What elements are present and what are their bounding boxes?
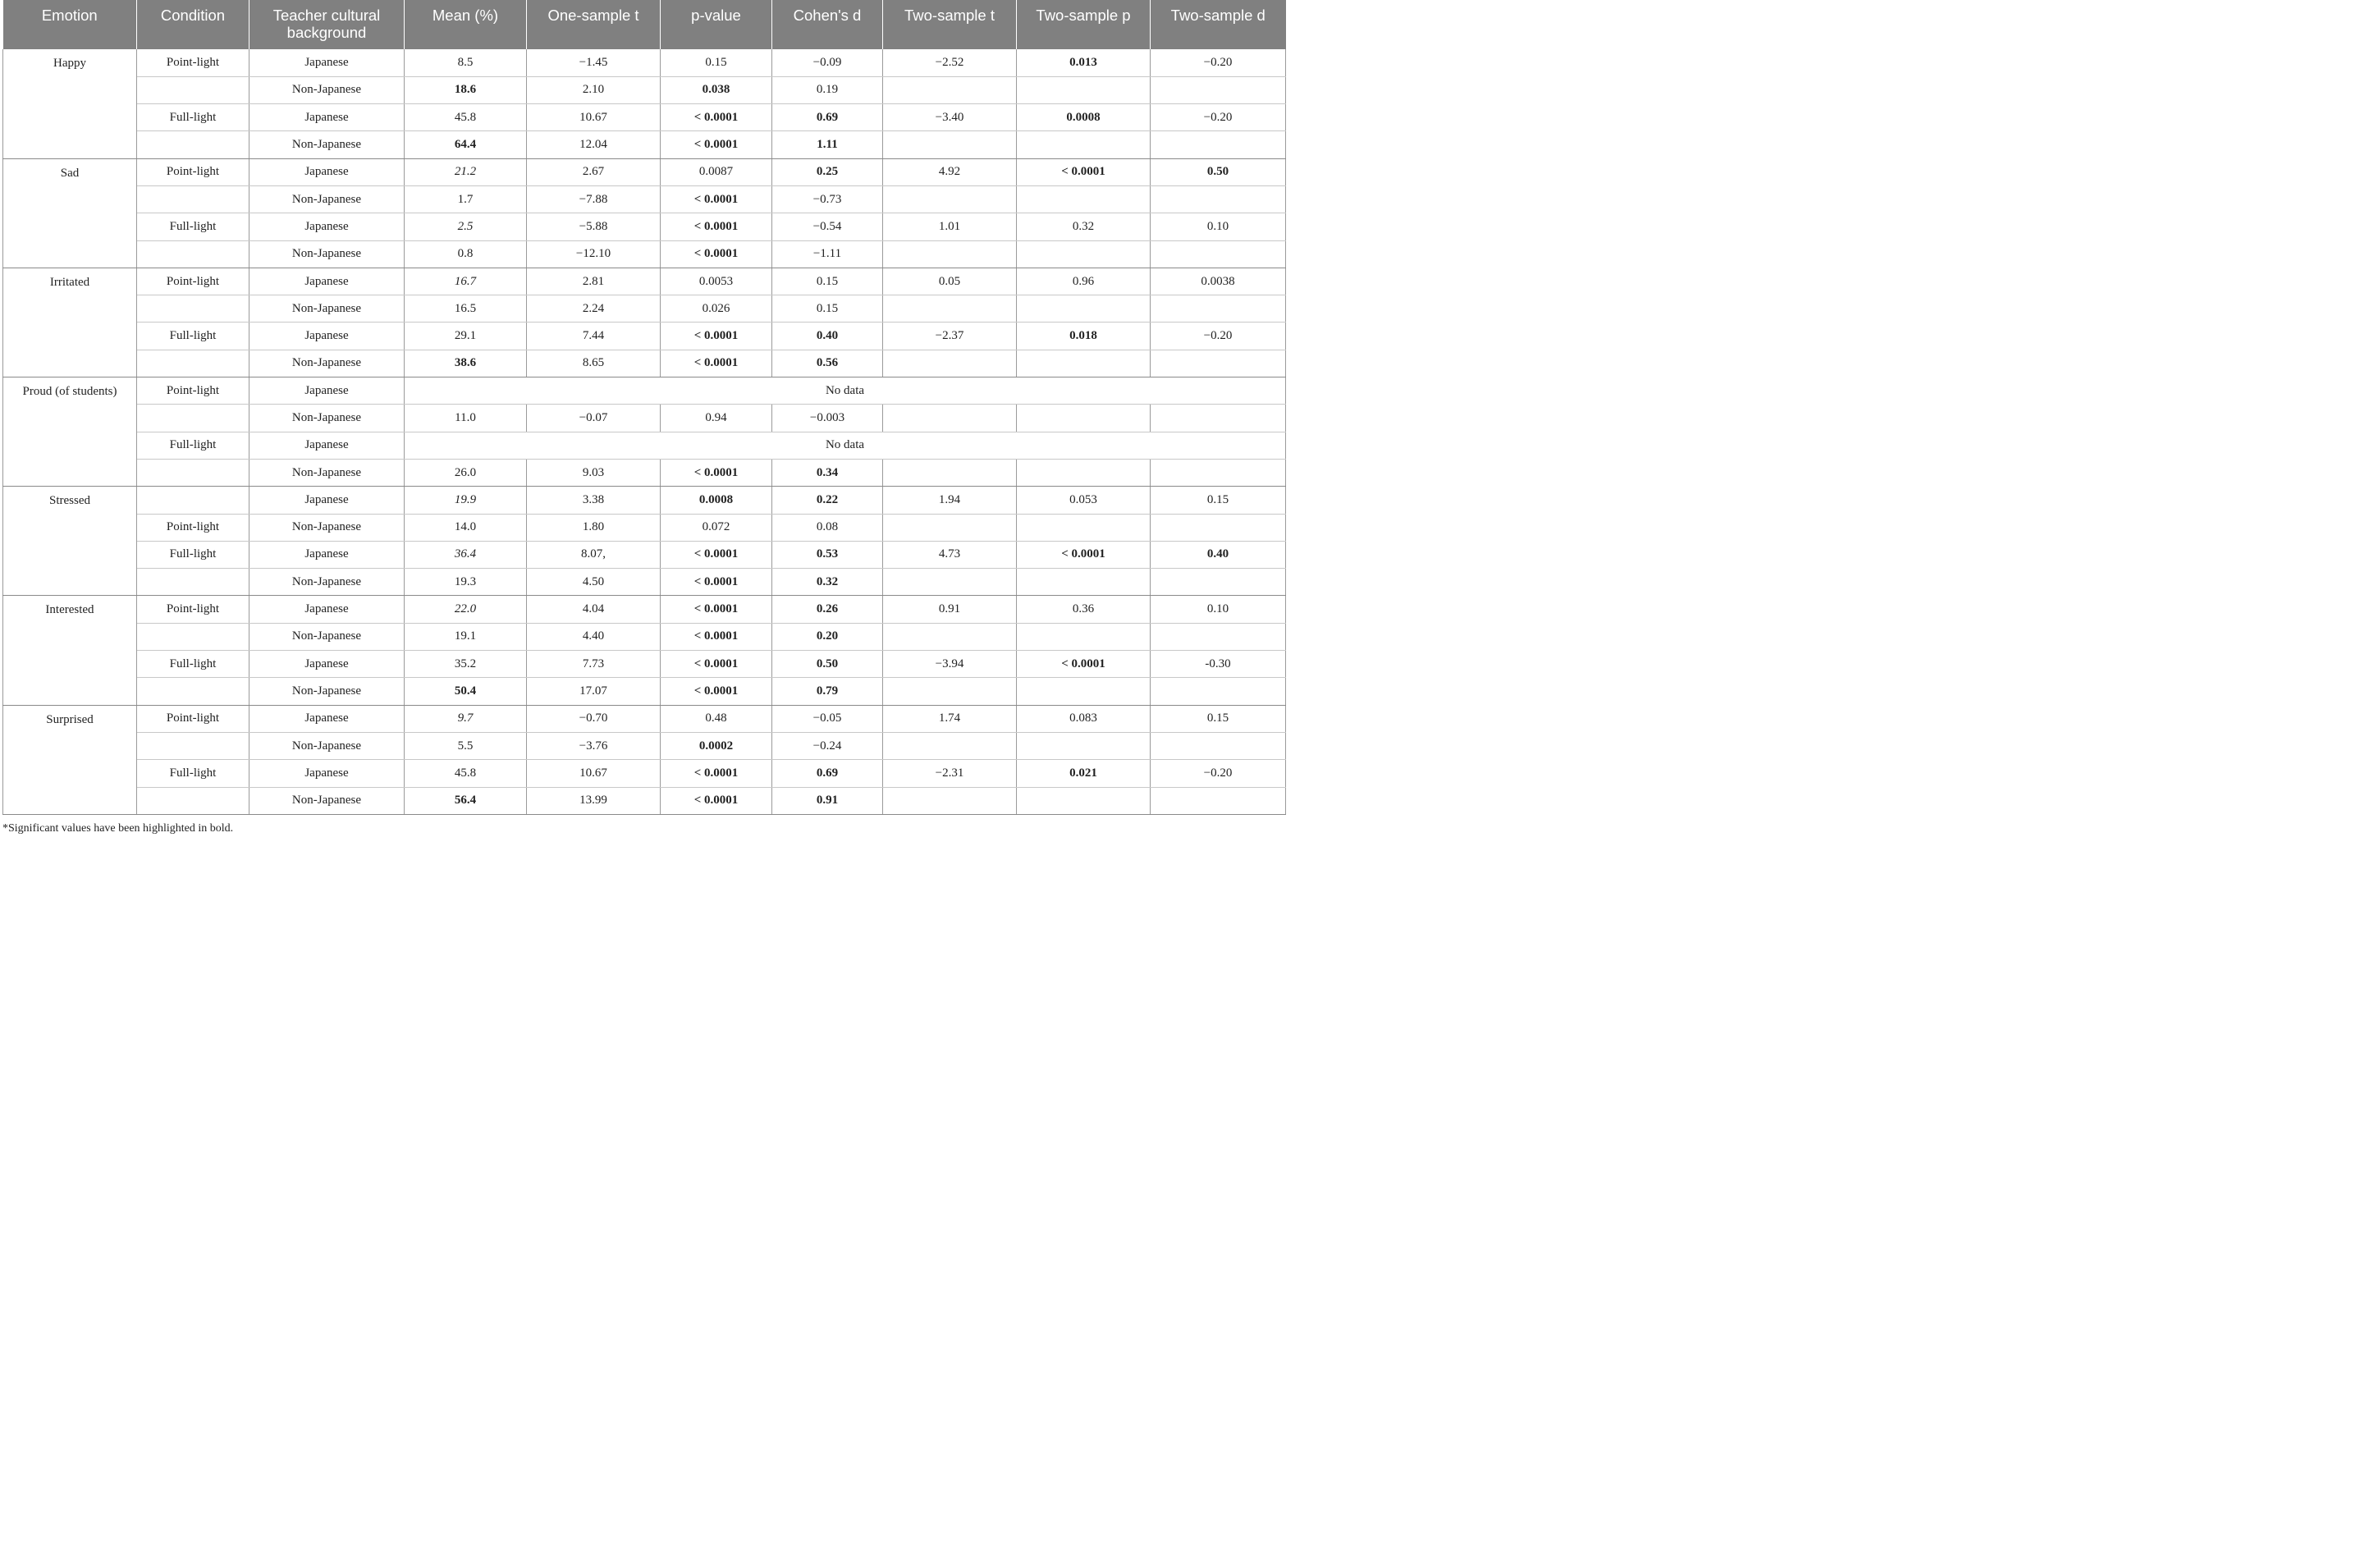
one-sample-t-cell: 2.24 [527, 295, 661, 323]
table-row [3, 268, 1286, 295]
one-sample-t-cell: 2.81 [527, 268, 661, 295]
two-sample-d-cell [1151, 76, 1286, 103]
header-one-sample-t: One-sample t [527, 0, 661, 49]
condition-cell [137, 787, 249, 814]
two-sample-t-cell: 1.01 [883, 213, 1017, 240]
one-sample-t-cell: 17.07 [527, 678, 661, 705]
table-row [3, 323, 1286, 350]
p-value-cell: < 0.0001 [661, 240, 772, 268]
one-sample-t-cell: 4.50 [527, 569, 661, 596]
table-row [3, 760, 1286, 787]
condition-cell [137, 405, 249, 432]
one-sample-t-cell: 10.67 [527, 104, 661, 131]
two-sample-t-cell: 0.91 [883, 596, 1017, 623]
table-body [3, 49, 1286, 814]
table-footnote: *Significant values have been highlighted in bold. [2, 822, 234, 835]
one-sample-t-cell: 4.40 [527, 623, 661, 650]
cohens-d-cell: 0.34 [772, 459, 883, 486]
one-sample-t-cell: 7.44 [527, 323, 661, 350]
cohens-d-cell: 0.79 [772, 678, 883, 705]
two-sample-t-cell: 1.74 [883, 705, 1017, 732]
two-sample-d-cell [1151, 787, 1286, 814]
cohens-d-cell: −0.54 [772, 213, 883, 240]
two-sample-t-cell: −2.52 [883, 49, 1017, 76]
one-sample-t-cell: 2.67 [527, 158, 661, 185]
p-value-cell: < 0.0001 [661, 104, 772, 131]
p-value-cell: 0.0008 [661, 487, 772, 514]
emotion-cell: Irritated [3, 268, 137, 377]
p-value-cell: 0.48 [661, 705, 772, 732]
p-value-cell: < 0.0001 [661, 787, 772, 814]
two-sample-p-cell [1017, 350, 1151, 377]
two-sample-d-cell [1151, 240, 1286, 268]
p-value-cell: < 0.0001 [661, 131, 772, 158]
table-row [3, 651, 1286, 678]
two-sample-t-cell [883, 295, 1017, 323]
two-sample-p-cell: 0.083 [1017, 705, 1151, 732]
background-cell: Non-Japanese [249, 787, 405, 814]
one-sample-t-cell: −1.45 [527, 49, 661, 76]
p-value-cell: 0.94 [661, 405, 772, 432]
condition-cell: Full-light [137, 323, 249, 350]
two-sample-p-cell [1017, 76, 1151, 103]
two-sample-t-cell [883, 185, 1017, 213]
two-sample-p-cell: 0.021 [1017, 760, 1151, 787]
header-p-value: p-value [661, 0, 772, 49]
mean-cell: 9.7 [405, 705, 527, 732]
two-sample-t-cell: −3.40 [883, 104, 1017, 131]
one-sample-t-cell: −3.76 [527, 732, 661, 759]
two-sample-p-cell: 0.32 [1017, 213, 1151, 240]
background-cell: Non-Japanese [249, 350, 405, 377]
table-row [3, 405, 1286, 432]
mean-cell: 36.4 [405, 541, 527, 568]
background-cell: Non-Japanese [249, 623, 405, 650]
two-sample-t-cell [883, 623, 1017, 650]
background-cell: Japanese [249, 651, 405, 678]
condition-cell: Point-light [137, 705, 249, 732]
table-row [3, 678, 1286, 705]
condition-cell: Full-light [137, 432, 249, 459]
header-two-sample-t: Two-sample t [883, 0, 1017, 49]
two-sample-d-cell: 0.40 [1151, 541, 1286, 568]
background-cell: Non-Japanese [249, 459, 405, 486]
p-value-cell: < 0.0001 [661, 760, 772, 787]
background-cell: Japanese [249, 596, 405, 623]
cohens-d-cell: −0.09 [772, 49, 883, 76]
two-sample-p-cell: 0.96 [1017, 268, 1151, 295]
p-value-cell: < 0.0001 [661, 213, 772, 240]
p-value-cell: < 0.0001 [661, 459, 772, 486]
one-sample-t-cell: 10.67 [527, 760, 661, 787]
condition-cell: Full-light [137, 104, 249, 131]
mean-cell: 35.2 [405, 651, 527, 678]
condition-cell [137, 76, 249, 103]
two-sample-p-cell [1017, 131, 1151, 158]
two-sample-d-cell: -0.30 [1151, 651, 1286, 678]
two-sample-d-cell [1151, 732, 1286, 759]
background-cell: Japanese [249, 760, 405, 787]
two-sample-t-cell [883, 514, 1017, 541]
two-sample-t-cell [883, 350, 1017, 377]
two-sample-d-cell: 0.50 [1151, 158, 1286, 185]
two-sample-t-cell: −3.94 [883, 651, 1017, 678]
two-sample-t-cell: 4.73 [883, 541, 1017, 568]
two-sample-t-cell [883, 569, 1017, 596]
mean-cell: 19.3 [405, 569, 527, 596]
condition-cell [137, 185, 249, 213]
mean-cell: 29.1 [405, 323, 527, 350]
condition-cell [137, 569, 249, 596]
condition-cell [137, 459, 249, 486]
two-sample-d-cell: −0.20 [1151, 104, 1286, 131]
one-sample-t-cell: 3.38 [527, 487, 661, 514]
table-row [3, 459, 1286, 486]
p-value-cell: < 0.0001 [661, 185, 772, 213]
background-cell: Non-Japanese [249, 732, 405, 759]
emotion-cell: Stressed [3, 487, 137, 596]
mean-cell: 64.4 [405, 131, 527, 158]
p-value-cell: < 0.0001 [661, 678, 772, 705]
mean-cell: 1.7 [405, 185, 527, 213]
p-value-cell: < 0.0001 [661, 623, 772, 650]
emotion-cell: Sad [3, 158, 137, 268]
no-data-cell: No data [405, 377, 1286, 405]
background-cell: Japanese [249, 104, 405, 131]
background-cell: Non-Japanese [249, 131, 405, 158]
two-sample-d-cell: −0.20 [1151, 760, 1286, 787]
p-value-cell: < 0.0001 [661, 350, 772, 377]
cohens-d-cell: −0.73 [772, 185, 883, 213]
table-row [3, 104, 1286, 131]
two-sample-t-cell [883, 787, 1017, 814]
one-sample-t-cell: 4.04 [527, 596, 661, 623]
cohens-d-cell: 0.19 [772, 76, 883, 103]
table-row [3, 185, 1286, 213]
mean-cell: 8.5 [405, 49, 527, 76]
condition-cell: Full-light [137, 213, 249, 240]
cohens-d-cell: 0.40 [772, 323, 883, 350]
cohens-d-cell: 0.69 [772, 104, 883, 131]
background-cell: Japanese [249, 49, 405, 76]
condition-cell: Point-light [137, 158, 249, 185]
table-row [3, 377, 1286, 405]
cohens-d-cell: −1.11 [772, 240, 883, 268]
mean-cell: 26.0 [405, 459, 527, 486]
p-value-cell: < 0.0001 [661, 569, 772, 596]
background-cell: Japanese [249, 487, 405, 514]
table-row [3, 514, 1286, 541]
cohens-d-cell: 0.15 [772, 268, 883, 295]
header-condition: Condition [137, 0, 249, 49]
two-sample-p-cell: < 0.0001 [1017, 541, 1151, 568]
two-sample-d-cell: 0.15 [1151, 487, 1286, 514]
two-sample-t-cell [883, 76, 1017, 103]
cohens-d-cell: 0.20 [772, 623, 883, 650]
condition-cell [137, 131, 249, 158]
two-sample-t-cell: −2.31 [883, 760, 1017, 787]
cohens-d-cell: 0.50 [772, 651, 883, 678]
header-two-sample-d: Two-sample d [1151, 0, 1286, 49]
cohens-d-cell: 0.32 [772, 569, 883, 596]
one-sample-t-cell: 7.73 [527, 651, 661, 678]
two-sample-d-cell: −0.20 [1151, 49, 1286, 76]
header-emotion: Emotion [3, 0, 137, 49]
cohens-d-cell: 0.26 [772, 596, 883, 623]
p-value-cell: < 0.0001 [661, 651, 772, 678]
two-sample-p-cell [1017, 678, 1151, 705]
two-sample-p-cell [1017, 623, 1151, 650]
mean-cell: 45.8 [405, 760, 527, 787]
background-cell: Non-Japanese [249, 295, 405, 323]
two-sample-p-cell [1017, 240, 1151, 268]
one-sample-t-cell: −7.88 [527, 185, 661, 213]
cohens-d-cell: 0.15 [772, 295, 883, 323]
two-sample-t-cell [883, 459, 1017, 486]
mean-cell: 18.6 [405, 76, 527, 103]
emotion-cell: Interested [3, 596, 137, 705]
two-sample-p-cell: 0.0008 [1017, 104, 1151, 131]
two-sample-d-cell [1151, 350, 1286, 377]
table-row [3, 432, 1286, 459]
two-sample-d-cell [1151, 185, 1286, 213]
p-value-cell: 0.026 [661, 295, 772, 323]
two-sample-t-cell [883, 240, 1017, 268]
header-row [3, 0, 1286, 49]
condition-cell [137, 350, 249, 377]
cohens-d-cell: 0.69 [772, 760, 883, 787]
p-value-cell: 0.072 [661, 514, 772, 541]
cohens-d-cell: 0.22 [772, 487, 883, 514]
two-sample-d-cell: 0.0038 [1151, 268, 1286, 295]
mean-cell: 2.5 [405, 213, 527, 240]
condition-cell: Point-light [137, 514, 249, 541]
cohens-d-cell: −0.05 [772, 705, 883, 732]
two-sample-d-cell [1151, 295, 1286, 323]
mean-cell: 16.7 [405, 268, 527, 295]
header-teacher-background: Teacher cultural background [249, 0, 405, 49]
two-sample-t-cell: −2.37 [883, 323, 1017, 350]
two-sample-d-cell [1151, 678, 1286, 705]
table-row [3, 487, 1286, 514]
table-row [3, 213, 1286, 240]
two-sample-t-cell [883, 732, 1017, 759]
background-cell: Non-Japanese [249, 514, 405, 541]
table-header [3, 0, 1286, 49]
two-sample-d-cell: 0.10 [1151, 596, 1286, 623]
header-two-sample-p: Two-sample p [1017, 0, 1151, 49]
background-cell: Japanese [249, 323, 405, 350]
p-value-cell: < 0.0001 [661, 541, 772, 568]
header-mean: Mean (%) [405, 0, 527, 49]
two-sample-t-cell [883, 405, 1017, 432]
table-row [3, 240, 1286, 268]
cohens-d-cell: 0.53 [772, 541, 883, 568]
two-sample-d-cell: 0.10 [1151, 213, 1286, 240]
two-sample-p-cell [1017, 405, 1151, 432]
mean-cell: 0.8 [405, 240, 527, 268]
table-row [3, 569, 1286, 596]
no-data-cell: No data [405, 432, 1286, 459]
two-sample-p-cell: 0.018 [1017, 323, 1151, 350]
emotion-cell: Happy [3, 49, 137, 158]
background-cell: Japanese [249, 432, 405, 459]
results-table-container [2, 0, 1285, 815]
mean-cell: 22.0 [405, 596, 527, 623]
results-table [2, 0, 1286, 815]
condition-cell: Point-light [137, 268, 249, 295]
two-sample-d-cell [1151, 514, 1286, 541]
emotion-cell: Proud (of students) [3, 377, 137, 487]
table-row [3, 295, 1286, 323]
table-row [3, 49, 1286, 76]
mean-cell: 21.2 [405, 158, 527, 185]
condition-cell: Point-light [137, 377, 249, 405]
condition-cell [137, 732, 249, 759]
background-cell: Non-Japanese [249, 76, 405, 103]
two-sample-d-cell [1151, 131, 1286, 158]
one-sample-t-cell: −0.70 [527, 705, 661, 732]
background-cell: Japanese [249, 705, 405, 732]
condition-cell: Full-light [137, 760, 249, 787]
cohens-d-cell: 0.56 [772, 350, 883, 377]
two-sample-d-cell: −0.20 [1151, 323, 1286, 350]
two-sample-p-cell: 0.36 [1017, 596, 1151, 623]
cohens-d-cell: 0.25 [772, 158, 883, 185]
two-sample-p-cell: < 0.0001 [1017, 158, 1151, 185]
background-cell: Japanese [249, 377, 405, 405]
one-sample-t-cell: 8.65 [527, 350, 661, 377]
table-row [3, 623, 1286, 650]
header-cohens-d: Cohen's d [772, 0, 883, 49]
one-sample-t-cell: −5.88 [527, 213, 661, 240]
two-sample-p-cell [1017, 569, 1151, 596]
mean-cell: 38.6 [405, 350, 527, 377]
table-row [3, 732, 1286, 759]
background-cell: Non-Japanese [249, 185, 405, 213]
two-sample-t-cell: 4.92 [883, 158, 1017, 185]
table-row [3, 541, 1286, 568]
table-row [3, 350, 1286, 377]
mean-cell: 50.4 [405, 678, 527, 705]
table-row [3, 787, 1286, 814]
two-sample-d-cell [1151, 405, 1286, 432]
background-cell: Japanese [249, 158, 405, 185]
condition-cell [137, 487, 249, 514]
table-row [3, 76, 1286, 103]
p-value-cell: 0.0053 [661, 268, 772, 295]
background-cell: Non-Japanese [249, 405, 405, 432]
condition-cell [137, 678, 249, 705]
two-sample-p-cell [1017, 732, 1151, 759]
two-sample-p-cell: 0.053 [1017, 487, 1151, 514]
two-sample-p-cell [1017, 514, 1151, 541]
two-sample-t-cell [883, 678, 1017, 705]
two-sample-p-cell [1017, 185, 1151, 213]
condition-cell [137, 623, 249, 650]
background-cell: Non-Japanese [249, 240, 405, 268]
p-value-cell: 0.0002 [661, 732, 772, 759]
one-sample-t-cell: 1.80 [527, 514, 661, 541]
two-sample-d-cell [1151, 623, 1286, 650]
table-row [3, 705, 1286, 732]
two-sample-p-cell: 0.013 [1017, 49, 1151, 76]
one-sample-t-cell: −12.10 [527, 240, 661, 268]
background-cell: Japanese [249, 268, 405, 295]
one-sample-t-cell: 9.03 [527, 459, 661, 486]
mean-cell: 5.5 [405, 732, 527, 759]
two-sample-p-cell [1017, 459, 1151, 486]
table-row [3, 131, 1286, 158]
mean-cell: 11.0 [405, 405, 527, 432]
condition-cell [137, 295, 249, 323]
two-sample-p-cell [1017, 787, 1151, 814]
two-sample-d-cell [1151, 569, 1286, 596]
condition-cell: Full-light [137, 541, 249, 568]
p-value-cell: 0.15 [661, 49, 772, 76]
two-sample-p-cell [1017, 295, 1151, 323]
background-cell: Japanese [249, 541, 405, 568]
one-sample-t-cell: 13.99 [527, 787, 661, 814]
condition-cell [137, 240, 249, 268]
p-value-cell: < 0.0001 [661, 596, 772, 623]
cohens-d-cell: 0.91 [772, 787, 883, 814]
two-sample-d-cell [1151, 459, 1286, 486]
cohens-d-cell: 0.08 [772, 514, 883, 541]
mean-cell: 16.5 [405, 295, 527, 323]
background-cell: Non-Japanese [249, 569, 405, 596]
two-sample-p-cell: < 0.0001 [1017, 651, 1151, 678]
one-sample-t-cell: 2.10 [527, 76, 661, 103]
mean-cell: 56.4 [405, 787, 527, 814]
one-sample-t-cell: 12.04 [527, 131, 661, 158]
cohens-d-cell: −0.24 [772, 732, 883, 759]
mean-cell: 19.1 [405, 623, 527, 650]
table-row [3, 158, 1286, 185]
emotion-cell: Surprised [3, 705, 137, 814]
mean-cell: 19.9 [405, 487, 527, 514]
mean-cell: 14.0 [405, 514, 527, 541]
p-value-cell: 0.0087 [661, 158, 772, 185]
condition-cell: Point-light [137, 49, 249, 76]
table-row [3, 596, 1286, 623]
one-sample-t-cell: 8.07, [527, 541, 661, 568]
two-sample-t-cell: 0.05 [883, 268, 1017, 295]
background-cell: Japanese [249, 213, 405, 240]
two-sample-t-cell [883, 131, 1017, 158]
one-sample-t-cell: −0.07 [527, 405, 661, 432]
condition-cell: Full-light [137, 651, 249, 678]
cohens-d-cell: −0.003 [772, 405, 883, 432]
cohens-d-cell: 1.11 [772, 131, 883, 158]
background-cell: Non-Japanese [249, 678, 405, 705]
two-sample-t-cell: 1.94 [883, 487, 1017, 514]
p-value-cell: 0.038 [661, 76, 772, 103]
condition-cell: Point-light [137, 596, 249, 623]
mean-cell: 45.8 [405, 104, 527, 131]
two-sample-d-cell: 0.15 [1151, 705, 1286, 732]
p-value-cell: < 0.0001 [661, 323, 772, 350]
